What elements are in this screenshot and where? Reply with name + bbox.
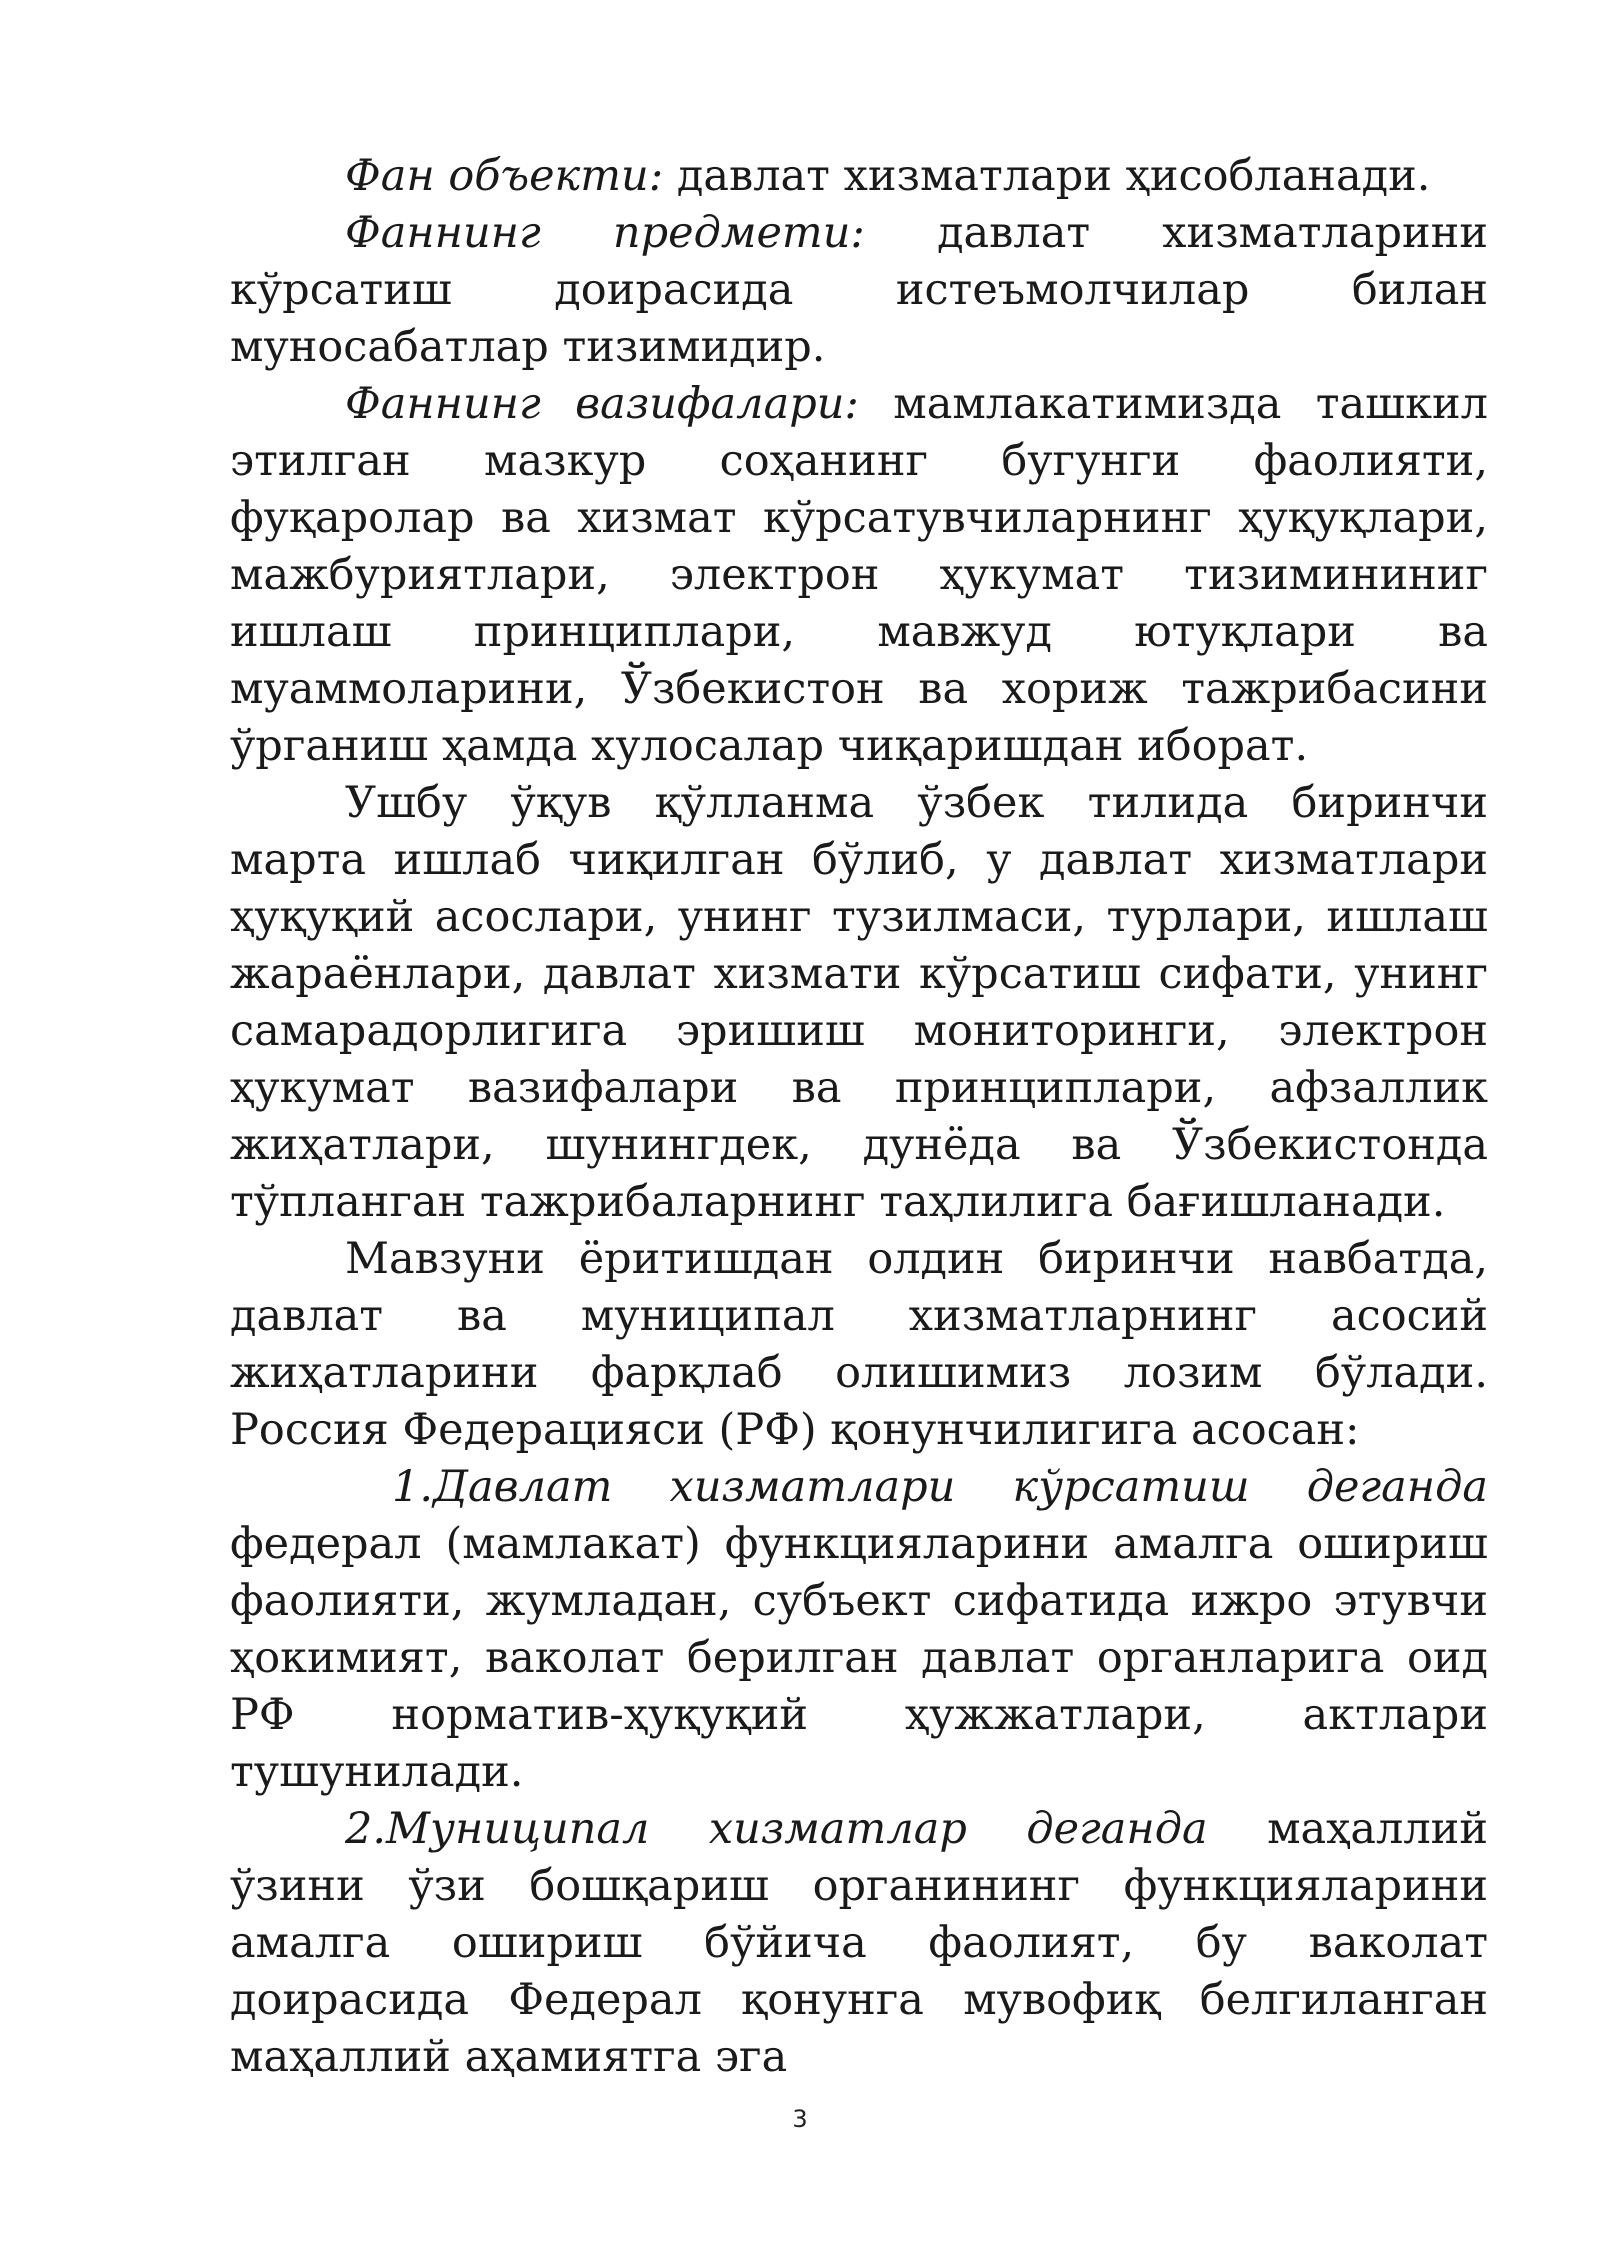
paragraph-manual-description bbox=[230, 775, 1488, 1231]
paragraph-text: Ушбу ўқув қўлланма ўзбек тилида биринчи марта ишлаб чиқилган бўлиб, у давлат хизматлари ҳуқуқий асослари, унинг тузилмаси, турлари, ишлаш жараёнлари, давлат хизмати кўрсатиш сифати, унинг самарадорлигига эришиш мониторинги, электрон ҳукумат вазифалари ва принциплари, афзаллик жиҳатлари, шунингдек, дунёда ва Ўзбекистонда тўпланган тажрибаларнинг таҳлилига бағишланади. bbox=[230, 778, 1488, 1227]
paragraph-lead: 1.Давлат хизматлари кўрсатиш деганда bbox=[392, 1462, 1488, 1512]
paragraph-text: Мавзуни ёритишдан олдин биринчи навбатда, давлат ва муниципал хизматларнинг асосий жиҳатларини фарқлаб олишимиз лозим бўлади. Россия Федерацияси (РФ) қонунчилигига асосан: bbox=[230, 1234, 1488, 1455]
paragraph-state-services-definition bbox=[230, 1459, 1488, 1801]
paragraph-municipal-services-definition bbox=[230, 1801, 1488, 2086]
paragraph-subject-object bbox=[230, 148, 1488, 205]
paragraph-text: мамлакатимизда ташкил этилган мазкур соҳанинг бугунги фаолияти, фуқаролар ва хизмат кўрсатувчиларнинг ҳуқуқлари, мажбуриятлари, электрон ҳукумат тизимининиг ишлаш принциплари, мавжуд ютуқлари ва муаммоларини, Ўзбекистон ва хориж тажрибасини ўрганиш ҳамда хулосалар чиқаришдан иборат. bbox=[230, 379, 1488, 771]
paragraph-lead: Фан объекти: bbox=[345, 151, 664, 201]
paragraph-lead: Фаннинг вазифалари: bbox=[345, 379, 859, 429]
paragraph-text: маҳаллий ўзини ўзи бошқариш органининг функцияларини амалга ошириш бўйича фаолият, бу ваколат доирасида Федерал қонунга мувофиқ белгиланган маҳаллий аҳамиятга эга bbox=[230, 1804, 1489, 2082]
paragraph-text: давлат хизматлари ҳисобланади. bbox=[663, 151, 1431, 201]
paragraph-text: давлат хизматларини кўрсатиш доирасида истеъмолчилар билан муносабатлар тизимидир. bbox=[230, 208, 1489, 372]
document-body bbox=[230, 148, 1488, 2086]
paragraph-lead: 2.Муниципал хизматлар деганда bbox=[345, 1804, 1208, 1854]
paragraph-subject-matter bbox=[230, 205, 1488, 376]
paragraph-subject-tasks bbox=[230, 376, 1488, 775]
page-number: 3 bbox=[792, 2105, 808, 2133]
paragraph-lead: Фаннинг предмети: bbox=[345, 208, 865, 258]
paragraph-topic-intro bbox=[230, 1231, 1488, 1459]
paragraph-text: федерал (мамлакат) функцияларини амалга ошириш фаолияти, жумладан, субъект сифатида ижро этувчи ҳокимият, ваколат берилган давлат органларига оид РФ норматив-ҳуқуқий ҳужжатлари, актлари тушунилади. bbox=[230, 1519, 1488, 1797]
